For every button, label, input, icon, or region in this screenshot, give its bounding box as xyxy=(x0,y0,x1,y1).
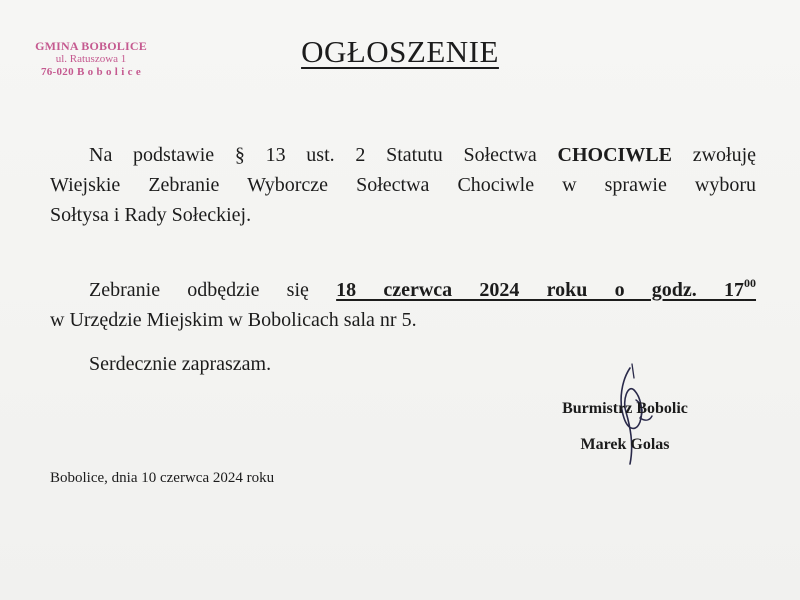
paragraph1-line1-start: Na podstawie § 13 ust. 2 Statutu Sołectwa xyxy=(89,144,537,166)
paragraph1-line2: Wiejskie Zebranie Wyborcze Sołectwa Chociwle w sprawie wyboru xyxy=(50,174,756,196)
meeting-minutes-superscript: 00 xyxy=(744,276,757,290)
paragraph-meeting-time xyxy=(50,268,756,335)
signatory-title: Burmistrz Bobolic xyxy=(562,400,688,417)
document-date: Bobolice, dnia 10 czerwca 2024 roku xyxy=(50,470,275,486)
stamp-line-2: ul. Ratuszowa 1 xyxy=(55,53,127,65)
paragraph2-line1 xyxy=(50,268,756,305)
stamp-line-1: GMINA BOBOLICE xyxy=(35,39,147,53)
paragraph2-line1-start: Zebranie odbędzie się xyxy=(89,279,309,301)
document-title: OGŁOSZENIE xyxy=(301,34,499,69)
document-title-wrap xyxy=(0,34,800,70)
paragraph-announcement xyxy=(50,140,756,230)
signatory-name: Marek Golas xyxy=(580,436,670,453)
paragraph1-line1-end: zwołuję xyxy=(692,144,757,166)
village-name: CHOCIWLE xyxy=(557,144,672,166)
meeting-date-time xyxy=(336,276,757,301)
stamp-line-3: 76-020 B o b o l i c e xyxy=(40,66,142,78)
paragraph1-line3: Sołtysa i Rady Sołeckiej. xyxy=(50,204,252,226)
closing-line: Serdecznie zapraszam. xyxy=(89,353,272,375)
paragraph1-line1 xyxy=(50,140,756,170)
meeting-date-text: 18 czerwca 2024 roku o godz. 17 xyxy=(336,279,745,301)
paragraph2-line2: w Urzędzie Miejskim w Bobolicach sala nr 5. xyxy=(50,309,417,331)
